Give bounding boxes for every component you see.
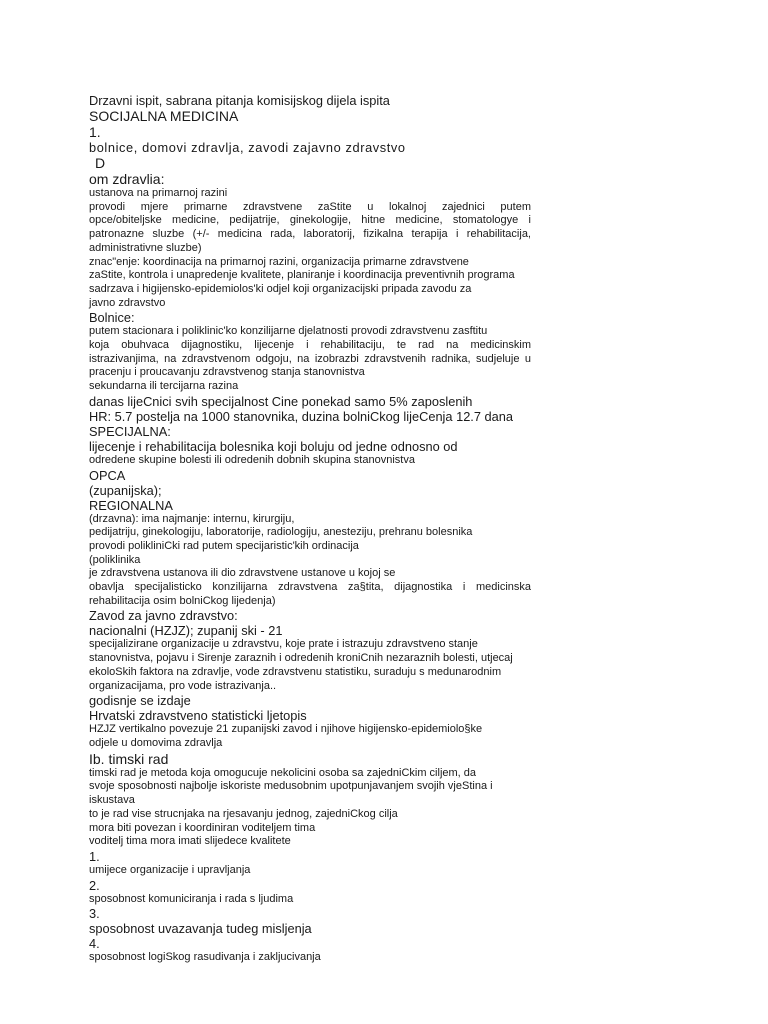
text-line: SOCIJALNA MEDICINA <box>89 108 239 124</box>
text-line: D <box>95 155 106 171</box>
text-line: 3. <box>89 906 100 922</box>
text-line: zaStite, kontrola i unapredenje kvalitete, planiranje i koordinacija preventivnih programa <box>89 269 515 282</box>
text-line: to je rad vise strucnjaka na rjesavanju jednog, zajedniCkog cilja <box>89 807 398 820</box>
text-line: odjele u domovima zdravlja <box>89 736 223 749</box>
text-line: 2. <box>89 877 100 893</box>
text-line: REGIONALNA <box>89 497 173 513</box>
text-line: godisnje se izdaje <box>89 693 191 709</box>
text-line: pracenju i proucavanju zdravstvenog stanja stanovnistva <box>89 366 365 379</box>
document-body <box>89 93 531 965</box>
text-line: opce/obiteljske medicine, pedijatrije, ginekologije, hitne medicine, stomatologye i <box>89 214 531 227</box>
text-line: pedijatriju, ginekologiju, laboratorije, radiologiju, anesteziju, prehranu bolesnika <box>89 526 473 539</box>
text-line: Zavod za javno zdravstvo: <box>89 608 238 624</box>
text-line: sekundarna ili tercijarna razina <box>89 380 239 393</box>
text-line: Drzavni ispit, sabrana pitanja komisijskog dijela ispita <box>89 93 390 108</box>
text-line: sadrzava i higijensko-epidemiolos'ki odjel koji organizacijski pripada zavodu za <box>89 282 472 295</box>
text-line: specijalizirane organizacije u zdravstvu, koje prate i istrazuju zdravstveno stanje <box>89 638 478 651</box>
text-line: ekoloSkih faktora na zdravlje, vode zdravstvenu statistiku, suraduju s medunarodnim <box>89 665 502 678</box>
text-line: provodi mjere primarne zdravstvene zaStite u lokalnoj zajednici putem <box>89 200 531 213</box>
text-line: sposobnost uvazavanja tudeg misljenja <box>89 921 312 937</box>
text-line: sposobnost komuniciranja i rada s ljudima <box>89 892 294 905</box>
text-line: 1. <box>89 848 100 864</box>
text-line: umijece organizacije i upravljanja <box>89 863 251 876</box>
text-line: 4. <box>89 936 100 952</box>
text-line: om zdravlia: <box>89 171 165 187</box>
text-line: istrazivanjima, na zdravstvenom odgoju, na izobrazbi zdravstvenih radnika, sudjeluje u <box>89 352 531 365</box>
text-line: (drzavna): ima najmanje: internu, kirurgiju, <box>89 512 295 525</box>
text-line: mora biti povezan i koordiniran voditeljem tima <box>89 821 316 834</box>
text-line: administrativne sluzbe) <box>89 241 202 254</box>
text-line: OPCA <box>89 467 126 483</box>
text-line: iskustava <box>89 794 135 807</box>
text-line: nacionalni (HZJZ); zupanij ski - 21 <box>89 623 283 639</box>
text-line: rehabilitacija osim bolniCkog lijedenja) <box>89 594 276 607</box>
text-line: odredene skupine bolesti ili odredenih dobnih skupina stanovnistva <box>89 453 415 466</box>
text-line: danas lijeCnici svih specijalnost Cine ponekad samo 5% zaposlenih <box>89 393 473 409</box>
text-line: patronazne sluzbe (+/- medicina rada, laboratorij, fizikalna terapija i rehabilitacija, <box>89 228 531 241</box>
text-line: lijecenje i rehabilitacija bolesnika koji boluju od jedne odnosno od <box>89 438 458 454</box>
text-line: stanovnistva, pojavu i Sirenje zaraznih i odredenih kroniCnih nezaraznih bolesti, utjecaj <box>89 652 513 665</box>
text-line: provodi polikliniCki rad putem specijaristic'kih ordinacija <box>89 539 359 552</box>
text-line: timski rad je metoda koja omogucuje nekolicini osoba sa zajedniCkim ciljem, da <box>89 766 477 779</box>
text-line: ustanova na primarnoj razini <box>89 187 228 199</box>
text-line: Hrvatski zdravstveno statisticki ljetopis <box>89 708 307 724</box>
text-line: koja obuhvaca dijagnostiku, lijecenje i rehabilitaciju, te rad na medicinskim <box>89 339 531 352</box>
text-line: Ib. timski rad <box>89 750 169 767</box>
text-line: sposobnost logiSkog rasudivanja i zakljucivanja <box>89 951 321 964</box>
text-line: 1. <box>89 124 101 140</box>
text-line: (zupanijska); <box>89 482 162 498</box>
text-line: javno zdravstvo <box>89 296 166 309</box>
text-line: organizacijama, pro vode istrazivanja.. <box>89 679 277 692</box>
text-line: voditelj tima mora imati slijedece kvalitete <box>89 835 291 848</box>
text-line: Bolnice: <box>89 310 135 326</box>
text-line: HZJZ vertikalno povezuje 21 zupanijski zavod i njihove higijensko-epidemiolo§ke <box>89 723 483 736</box>
text-line: SPECIJALNA: <box>89 423 171 439</box>
text-line: obavlja specijalisticko konzilijarna zdravstvena za§tita, dijagnostika i medicinska <box>89 581 531 594</box>
text-line: putem stacionara i poliklinic'ko konzilijarne djelatnosti provodi zdravstvenu zasftitu <box>89 325 488 338</box>
text-line: znac"enje: koordinacija na primarnoj razini, organizacija primarne zdravstvene <box>89 255 469 268</box>
text-line: bolnice, domovi zdravlja, zavodi zajavno zdravstvo <box>89 140 406 155</box>
text-line: (poliklinika <box>89 553 141 566</box>
text-line: HR: 5.7 postelja na 1000 stanovnika, duzina bolniCkog lijeCenja 12.7 dana <box>89 408 514 424</box>
text-line: je zdravstvena ustanova ili dio zdravstvene ustanove u kojoj se <box>89 567 396 580</box>
text-line: svoje sposobnosti najbolje iskoriste medusobnim upotpunjavanjem svojih vjeStina i <box>89 780 493 793</box>
